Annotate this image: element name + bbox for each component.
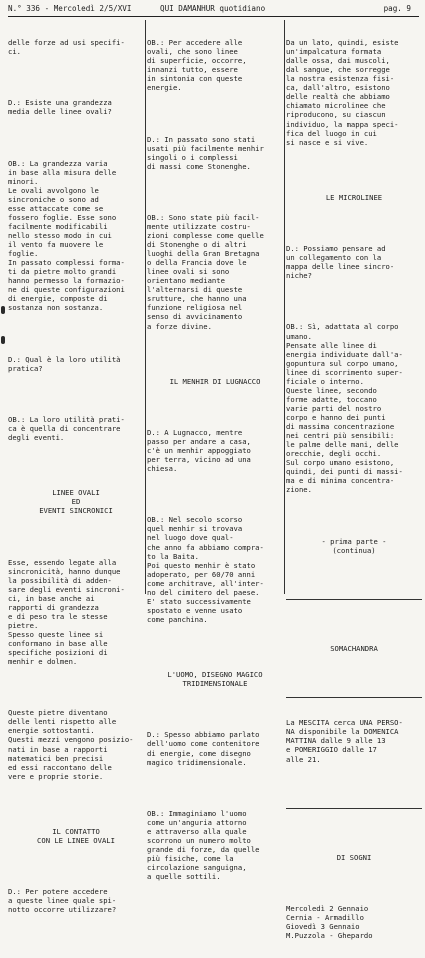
schedule-list: Mercoledì 2 Gennaio Cernia - Armadillo Giovedì 3 Gennaio M.Puzzola - Ghepardo: [286, 904, 373, 941]
paragraph: delle forze ad usi specifi- ci.: [8, 38, 125, 57]
section-heading: L'UOMO, DISEGNO MAGICO TRIDIMENSIONALE: [167, 670, 263, 689]
column-right: [286, 20, 422, 941]
paragraph: Da un lato, quindi, esiste un'impalcatura formata dalle ossa, dai muscoli, dal sangue, che sorregge la nostra esistenza fisi- ca, dall'altro, esistono delle realtà che abbiamo chiamato microlinee che riproducono, su ciascun individuo, la mappa speci- fica del luogo in cui si nasce e si vive.: [286, 38, 399, 147]
question: D.: Possiamo pensare ad un collegamento con la mappa delle linee sincro- niche?: [286, 244, 395, 281]
issue-info: N.° 336 - Mercoledì 2/5/XVI: [8, 4, 132, 13]
column-middle: [147, 20, 283, 882]
section-heading: DI SOGNI: [336, 852, 372, 862]
question: D.: Spesso abbiamo parlato dell'uomo come contenitore di energie, come disegno magico tridimensionale.: [147, 730, 260, 767]
page-number: pag. 9: [383, 4, 411, 13]
question: D.: A Lugnacco, mentre passo per andare a casa, c'è un menhir appoggiato per terra, vicino ad una chiesa.: [147, 427, 251, 474]
binder-hole-mark: [1, 306, 5, 314]
header-rule: [8, 16, 419, 17]
publication-title: QUI DAMANHUR quotidiano: [160, 4, 266, 13]
divider: [286, 697, 422, 698]
section-heading: IL CONTATTO CON LE LINEE OVALI: [37, 826, 115, 845]
question: D.: Per potere accedere a queste linee quale spi- notto occorre utilizzare?: [8, 887, 117, 915]
paragraph: Queste pietre diventano delle lenti rispetto alle energie sottostanti. Questi mezzi vengono posizio- nati in base a rapporti matematici ben precisi ed essi raccontano delle vere e proprie storie.: [8, 708, 134, 781]
question: D.: Esiste una grandezza media delle linee ovali?: [8, 98, 112, 117]
answer: OB.: Sì, adattata al corpo umano. Pensate alle linee di energia individuate dall'a- gopuntura sul corpo umano, linee di scorrimento super- ficiale o interno. Queste linee, secondo forme adatte, toccano varie parti del nostro corpo e hanno dei punti di massima concentrazione nei centri più sensibili: le palme delle mani, delle orecchie, degli occhi. Sul corpo umano esistono, quindi, dei punti di massi- ma e di minima concentra- zione.: [286, 322, 403, 495]
answer: OB.: Nel secolo scorso quel menhir si trovava nel luogo dove qual- che anno fa abbiamo compra- to la Baita. Poi questo menhir è stato adoperato, per 60/70 anni come architrave, all'inter- no del cimitero del paese. E' stato successivamente spostato e venne usato come panchina.: [147, 515, 264, 624]
column-left: [8, 20, 144, 915]
announcement: La MESCITA cerca UNA PERSO- NA disponibile la DOMENICA MATTINA dalle 9 alle 13 e POMERIGGIO dalle 17 alle 21.: [286, 718, 403, 764]
question: D.: In passato sono stati usati più facilmente menhir singoli o i complessi di massi come Stonenghe.: [147, 134, 264, 171]
answer: OB.: La loro utilità prati- ca è quella di concentrare degli eventi.: [8, 414, 125, 443]
divider: [286, 599, 422, 600]
section-heading: SOMACHANDRA: [330, 644, 378, 653]
question: D.: Qual è la loro utilità pratica?: [8, 354, 121, 373]
divider: [286, 808, 422, 809]
answer: OB.: La grandezza varia in base alla misura delle minori. Le ovali avvolgono le sincroniche o sono ad esse attaccate come se fossero foglie. Esse sono facilmente modificabili nello stesso modo in cui il vento fa muovere le foglie. In passato complessi forma- ti da pietre molto grandi hanno permesso la formazio- ne di queste configurazioni di energie, composte di sostanza non sostanza.: [8, 158, 125, 313]
binder-hole-mark: [1, 336, 5, 344]
answer: OB.: Per accedere alle ovali, che sono linee di superficie, occorre, innanzi tutto, essere in sintonia con queste energie.: [147, 38, 247, 93]
answer: OB.: Immaginiamo l'uomo come un'anguria attorno e attraverso alla quale scorrono un numero molto grande di forze, da quelle più fisiche, come la circolazione sanguigna, a quelle sottili.: [147, 808, 260, 882]
column-divider: [284, 20, 285, 594]
section-heading: LINEE OVALI ED EVENTI SINCRONICI: [39, 488, 113, 516]
answer: OB.: Sono state più facil- mente utilizzate costru- zioni complesse come quelle di Stonenghe o di altri luoghi della Gran Bretagna o della Francia dove le linee ovali si sono orientano mediante l'alternarsi di queste srutture, che hanno una funzione religiosa nel senso di avvicinamento a forze divine.: [147, 212, 264, 331]
column-divider: [145, 20, 146, 594]
paragraph: Esse, essendo legate alla sincronicità, hanno dunque la possibilità di adden- sare degli eventi sincroni- ci, in base anche ai rapporti di grandezza e di peso tra le stesse pietre. Spesso queste linee si conformano in base alle specifiche posizioni di menhir e dolmen.: [8, 557, 125, 667]
continued-note: - prima parte - (continua): [321, 536, 387, 555]
section-heading: IL MENHIR DI LUGNACCO: [169, 376, 261, 386]
section-heading: LE MICROLINEE: [325, 192, 383, 202]
